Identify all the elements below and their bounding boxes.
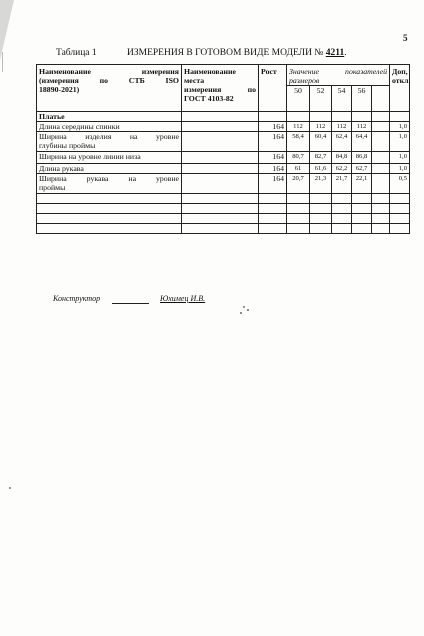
header-tolerance-cell [390, 65, 410, 112]
table-row [37, 164, 410, 174]
row-value: 112 [332, 122, 352, 132]
row-name: Длина рукава [37, 164, 182, 174]
header-values-l2: размеров [289, 76, 320, 85]
empty-row [37, 204, 410, 214]
scan-edge [2, 52, 3, 72]
empty-row [37, 224, 410, 234]
signature-label: Конструктор [53, 294, 101, 303]
row-height: 164 [259, 132, 287, 152]
scan-speck [247, 309, 249, 311]
row-value: 62,2 [332, 164, 352, 174]
header-name-l3: 18890-2021) [39, 85, 80, 94]
header-place-cell [182, 65, 259, 112]
row-value: 58,4 [287, 132, 310, 152]
row-value: 84,8 [332, 152, 352, 164]
row-tolerance: 1,0 [390, 164, 410, 174]
table-title-text: ИЗМЕРЕНИЯ В ГОТОВОМ ВИДЕ МОДЕЛИ № [127, 48, 324, 58]
row-value: 20,7 [287, 174, 310, 194]
signature-name: Юхимец И.В. [160, 294, 206, 303]
header-values-l1: Значение показателей [289, 67, 387, 76]
header-values-cell [287, 65, 390, 86]
title-period: . [344, 48, 347, 58]
row-name: Ширина на уровне линии низа [37, 152, 182, 164]
row-value: 112 [287, 122, 310, 132]
empty-row [37, 214, 410, 224]
header-name-cell [37, 65, 182, 112]
size-54: 54 [332, 86, 352, 112]
scan-speck [240, 312, 242, 314]
header-place-l2: места [184, 76, 205, 85]
table-row [37, 174, 410, 194]
row-name [37, 174, 182, 194]
model-number: 4211 [325, 48, 345, 58]
table-row [37, 132, 410, 152]
header-name-l2: (измерения по СТБ ISO [39, 76, 179, 85]
row-name-l1: Ширина изделия на уровне [39, 132, 179, 141]
row-name-l2: глубины проймы [39, 141, 96, 150]
size-empty [372, 86, 390, 112]
row-value: 60,4 [310, 132, 332, 152]
row-value: 80,7 [287, 152, 310, 164]
row-value: 61,6 [310, 164, 332, 174]
scan-speck [9, 487, 11, 489]
row-value: 112 [310, 122, 332, 132]
row-height: 164 [259, 164, 287, 174]
signature-line [112, 303, 149, 304]
size-52: 52 [310, 86, 332, 112]
row-name: Длина середины спинки [37, 122, 182, 132]
section-title: Платье [37, 112, 182, 122]
row-name-l2: проймы [39, 183, 66, 192]
empty-row [37, 194, 410, 204]
header-place-l3: измерения по [184, 85, 256, 94]
measurements-table [36, 64, 410, 234]
size-56: 56 [352, 86, 372, 112]
scan-speck [243, 306, 245, 308]
row-value: 61 [287, 164, 310, 174]
header-place-l1: Наименование [184, 67, 236, 76]
row-height: 164 [259, 174, 287, 194]
row-height: 164 [259, 122, 287, 132]
row-value: 62,4 [332, 132, 352, 152]
size-50: 50 [287, 86, 310, 112]
header-tolerance-l2: откл. [392, 76, 411, 85]
page-number: 5 [403, 33, 408, 43]
table-row [37, 152, 410, 164]
row-name [37, 132, 182, 152]
row-tolerance: 0,5 [390, 174, 410, 194]
scan-shadow [0, 0, 14, 60]
header-tolerance-l1: Доп, [392, 67, 408, 76]
row-value: 62,7 [352, 164, 372, 174]
header-name-l1: Наименование измерения [39, 67, 179, 76]
row-height: 164 [259, 152, 287, 164]
row-value: 21,7 [332, 174, 352, 194]
section-row [37, 112, 410, 122]
row-value: 112 [352, 122, 372, 132]
row-value: 82,7 [310, 152, 332, 164]
row-name-l1: Ширина рукава на уровне [39, 174, 179, 183]
table-title [127, 48, 347, 58]
table-row [37, 122, 410, 132]
table-label: Таблица 1 [56, 48, 97, 58]
row-value: 21,3 [310, 174, 332, 194]
row-value: 22,1 [352, 174, 372, 194]
row-tolerance: 1,0 [390, 152, 410, 164]
row-tolerance: 1,0 [390, 122, 410, 132]
header-row-1 [37, 65, 410, 86]
header-height: Рост [259, 65, 287, 112]
row-tolerance: 1,0 [390, 132, 410, 152]
header-place-l4: ГОСТ 4103-82 [184, 94, 234, 103]
row-value: 64,4 [352, 132, 372, 152]
row-value: 86,8 [352, 152, 372, 164]
